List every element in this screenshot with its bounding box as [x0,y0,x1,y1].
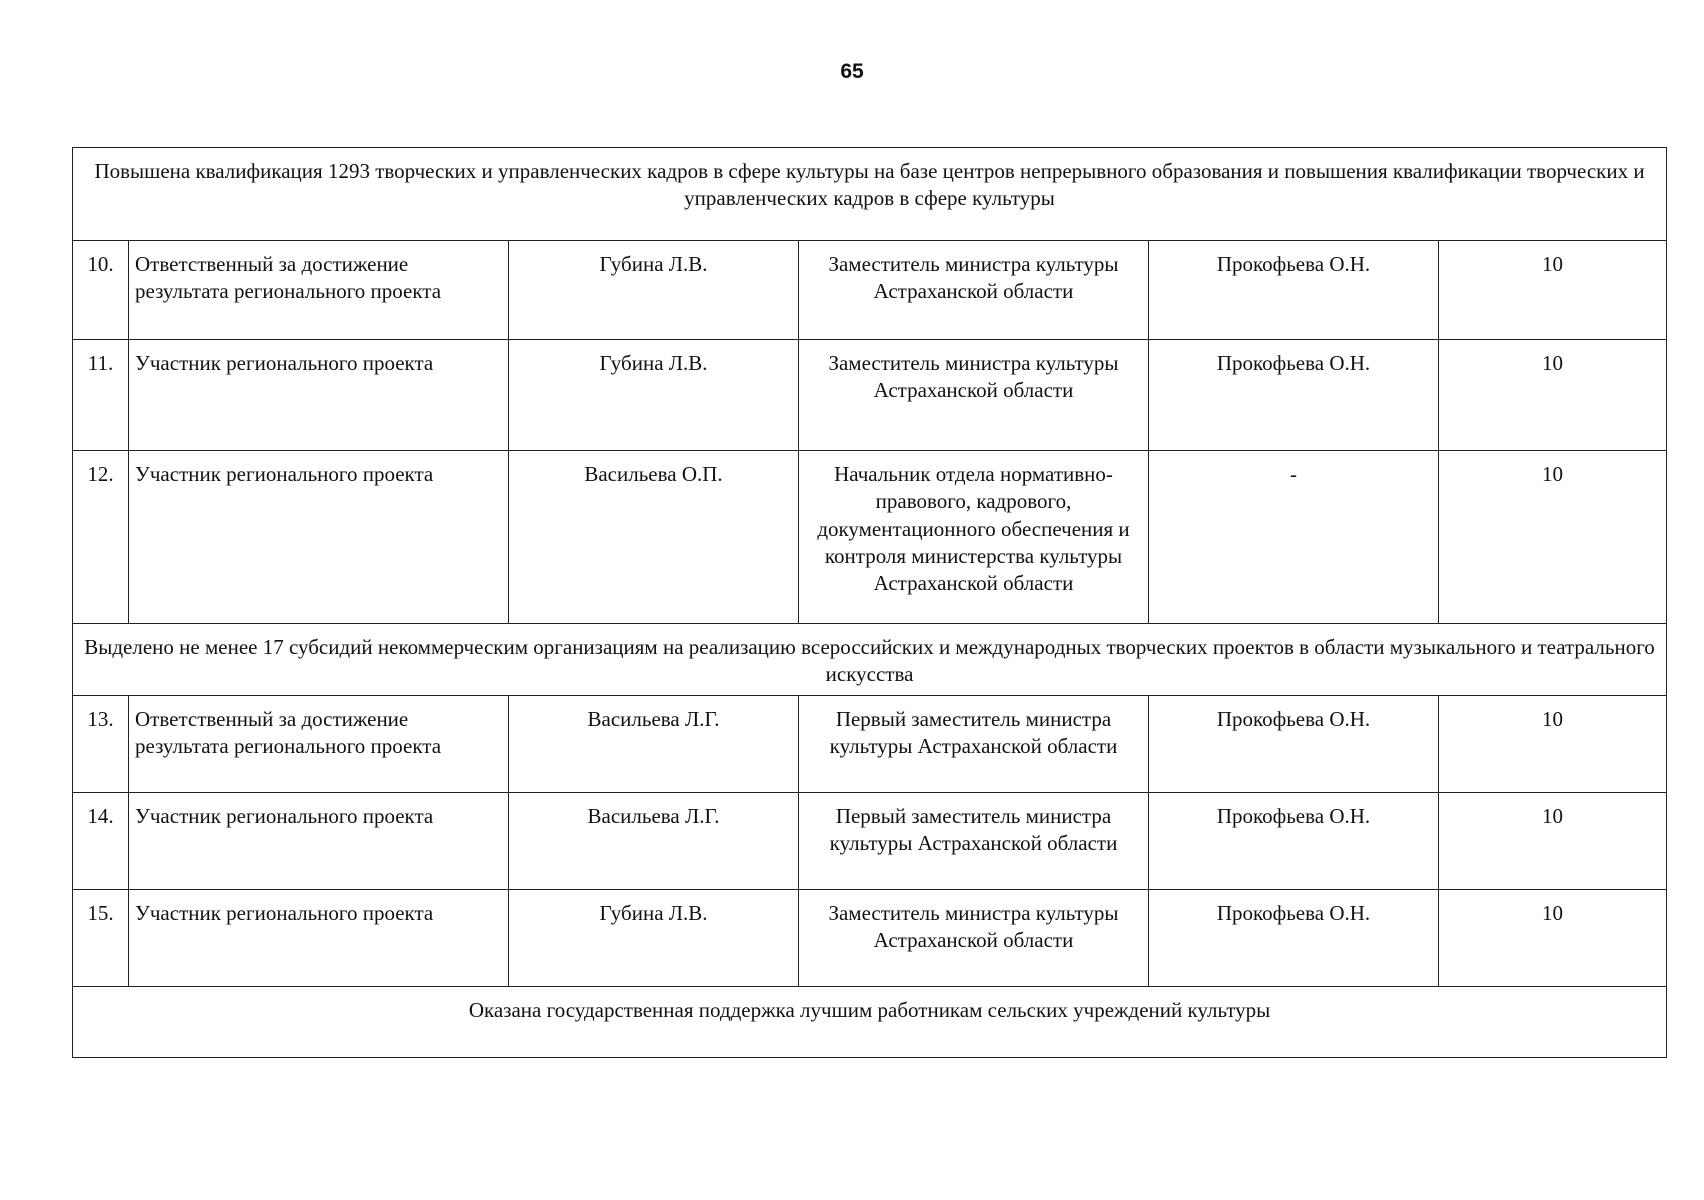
section-header-row [73,148,1667,241]
supervisor-cell: - [1149,451,1439,624]
position-cell: Первый заместитель министра культуры Астраханской области [799,695,1149,792]
position-cell: Заместитель министра культуры Астраханской области [799,889,1149,986]
role-cell: Участник регионального проекта [129,340,509,451]
role-cell: Участник регионального проекта [129,792,509,889]
supervisor-cell: Прокофьева О.Н. [1149,241,1439,340]
row-number: 13. [73,695,129,792]
value-cell: 10 [1439,889,1667,986]
table-row [73,695,1667,792]
supervisor-cell: Прокофьева О.Н. [1149,340,1439,451]
person-cell: Васильева Л.Г. [509,792,799,889]
row-number: 12. [73,451,129,624]
position-cell: Заместитель министра культуры Астраханской области [799,340,1149,451]
section-header-row [73,986,1667,1057]
value-cell: 10 [1439,451,1667,624]
person-cell: Губина Л.В. [509,241,799,340]
row-number: 15. [73,889,129,986]
supervisor-cell: Прокофьева О.Н. [1149,695,1439,792]
table-row [73,451,1667,624]
person-cell: Васильева О.П. [509,451,799,624]
person-cell: Губина Л.В. [509,340,799,451]
person-cell: Васильева Л.Г. [509,695,799,792]
row-number: 10. [73,241,129,340]
value-cell: 10 [1439,241,1667,340]
table-row [73,340,1667,451]
table-row [73,241,1667,340]
value-cell: 10 [1439,340,1667,451]
section-title: Оказана государственная поддержка лучшим работникам сельских учреждений культуры [73,986,1667,1057]
position-cell: Первый заместитель министра культуры Астраханской области [799,792,1149,889]
page-number: 65 [840,60,864,83]
value-cell: 10 [1439,792,1667,889]
responsibility-table [72,147,1667,1058]
section-title: Повышена квалификация 1293 творческих и управленческих кадров в сфере культуры на базе центров непрерывного образования и повышения квалификации творческих и управленческих кадров в сфере культуры [73,148,1667,241]
table-row [73,889,1667,986]
value-cell: 10 [1439,695,1667,792]
role-cell: Ответственный за достижение результата регионального проекта [129,241,509,340]
role-cell: Ответственный за достижение результата регионального проекта [129,695,509,792]
position-cell: Заместитель министра культуры Астраханской области [799,241,1149,340]
supervisor-cell: Прокофьева О.Н. [1149,792,1439,889]
row-number: 11. [73,340,129,451]
role-cell: Участник регионального проекта [129,451,509,624]
role-cell: Участник регионального проекта [129,889,509,986]
position-cell: Начальник отдела нормативно-правового, кадрового, документационного обеспечения и контроля министерства культуры Астраханской области [799,451,1149,624]
section-title: Выделено не менее 17 субсидий некоммерческим организациям на реализацию всероссийских и международных творческих проектов в области музыкального и театрального искусства [73,624,1667,696]
person-cell: Губина Л.В. [509,889,799,986]
section-header-row [73,624,1667,696]
table-row [73,792,1667,889]
row-number: 14. [73,792,129,889]
supervisor-cell: Прокофьева О.Н. [1149,889,1439,986]
